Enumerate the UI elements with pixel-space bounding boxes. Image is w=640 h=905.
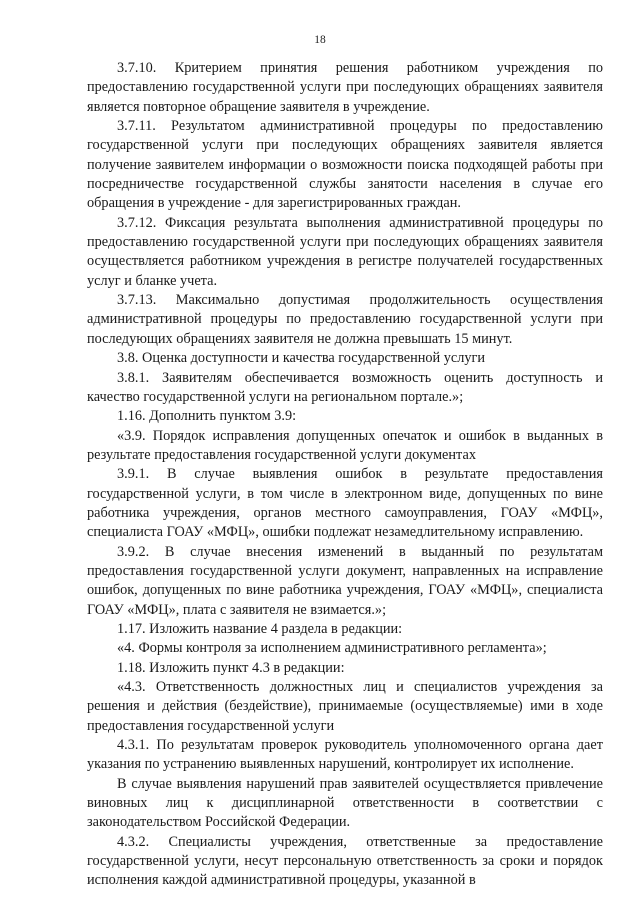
paragraph-1-16: 1.16. Дополнить пунктом 3.9: [117,408,297,425]
paragraph-violations: В случае выявления нарушений прав заявителей осуществляется привлечение виновных лиц к дисциплинарной ответственности в соответствии с законодательством Российской Федерации. [87,775,603,831]
paragraph-3-7-12: 3.7.12. Фиксация результата выполнения административной процедуры по предоставлению государственной услуги при последующих обращениях заявителя осуществляется работником учреждения в регистре получателей государственных услуг и бланке учета. [87,214,603,289]
paragraph-3-8-1: 3.8.1. Заявителям обеспечивается возможность оценить доступность и качество государственной услуги на региональном портале.»; [87,369,603,405]
paragraph-3-7-10: 3.7.10. Критерием принятия решения работником учреждения по предоставлению государственной услуги при последующих обращениях заявителя является повторное обращение заявителя в учреждение. [87,60,603,115]
paragraph-4-3-1: 4.3.1. По результатам проверок руководитель уполномоченного органа дает указания по устранению выявленных нарушений, контролирует их исполнение. [87,737,603,773]
paragraph-3-7-13: 3.7.13. Максимально допустимая продолжительность осуществления административной процедуры по предоставлению государственной услуги при последующих обращениях заявителя не должна превышать 15 минут. [87,292,603,347]
heading-4-3: «4.3. Ответственность должностных лиц и специалистов учреждения за решения и действия (бездействие), принимаемые (осуществляемые) ими в ходе предоставления государственной услуги [87,679,603,734]
heading-section-4: «4. Формы контроля за исполнением административного регламента»; [117,640,547,657]
paragraph-3-9-2: 3.9.2. В случае внесения изменений в выданный по результатам предоставления государственной услуги документ, направленных на исправление ошибок, допущенных по вине работника учреждения, ГОАУ «МФЦ», специалиста ГОАУ «МФЦ», плата с заявителя не взимается.»; [87,543,603,618]
document-body [87,59,603,891]
paragraph-4-3-2: 4.3.2. Специалисты учреждения, ответственные за предоставление государственной услуги, несут персональную ответственность за сроки и порядок исполнения каждой административной процедуры, указанной в [87,833,603,889]
paragraph-3-9-1: 3.9.1. В случае выявления ошибок в результате предоставления государственной услуги, в том числе в электронном виде, допущенных по вине работника учреждения, органов местного самоуправления, ГОАУ «МФЦ», специалиста ГОАУ «МФЦ», ошибки подлежат незамедлительному исправлению. [87,466,603,541]
paragraph-1-17: 1.17. Изложить название 4 раздела в редакции: [117,620,403,637]
paragraph-1-18: 1.18. Изложить пункт 4.3 в редакции: [117,659,345,676]
heading-3-8: 3.8. Оценка доступности и качества государственной услуги [117,350,486,367]
paragraph-3-7-11: 3.7.11. Результатом административной процедуры по предоставлению государственной услуги при последующих обращениях заявителя является получение заявителем информации о возможности поиска подходящей работы при посредничестве государственной службы занятости населения в случае его обращения в учреждение - для зарегистрированных граждан. [87,118,603,212]
heading-3-9: «3.9. Порядок исправления допущенных опечаток и ошибок в выданных в результате предоставления государственной услуги документах [87,427,603,463]
page-number: 18 [314,34,326,46]
